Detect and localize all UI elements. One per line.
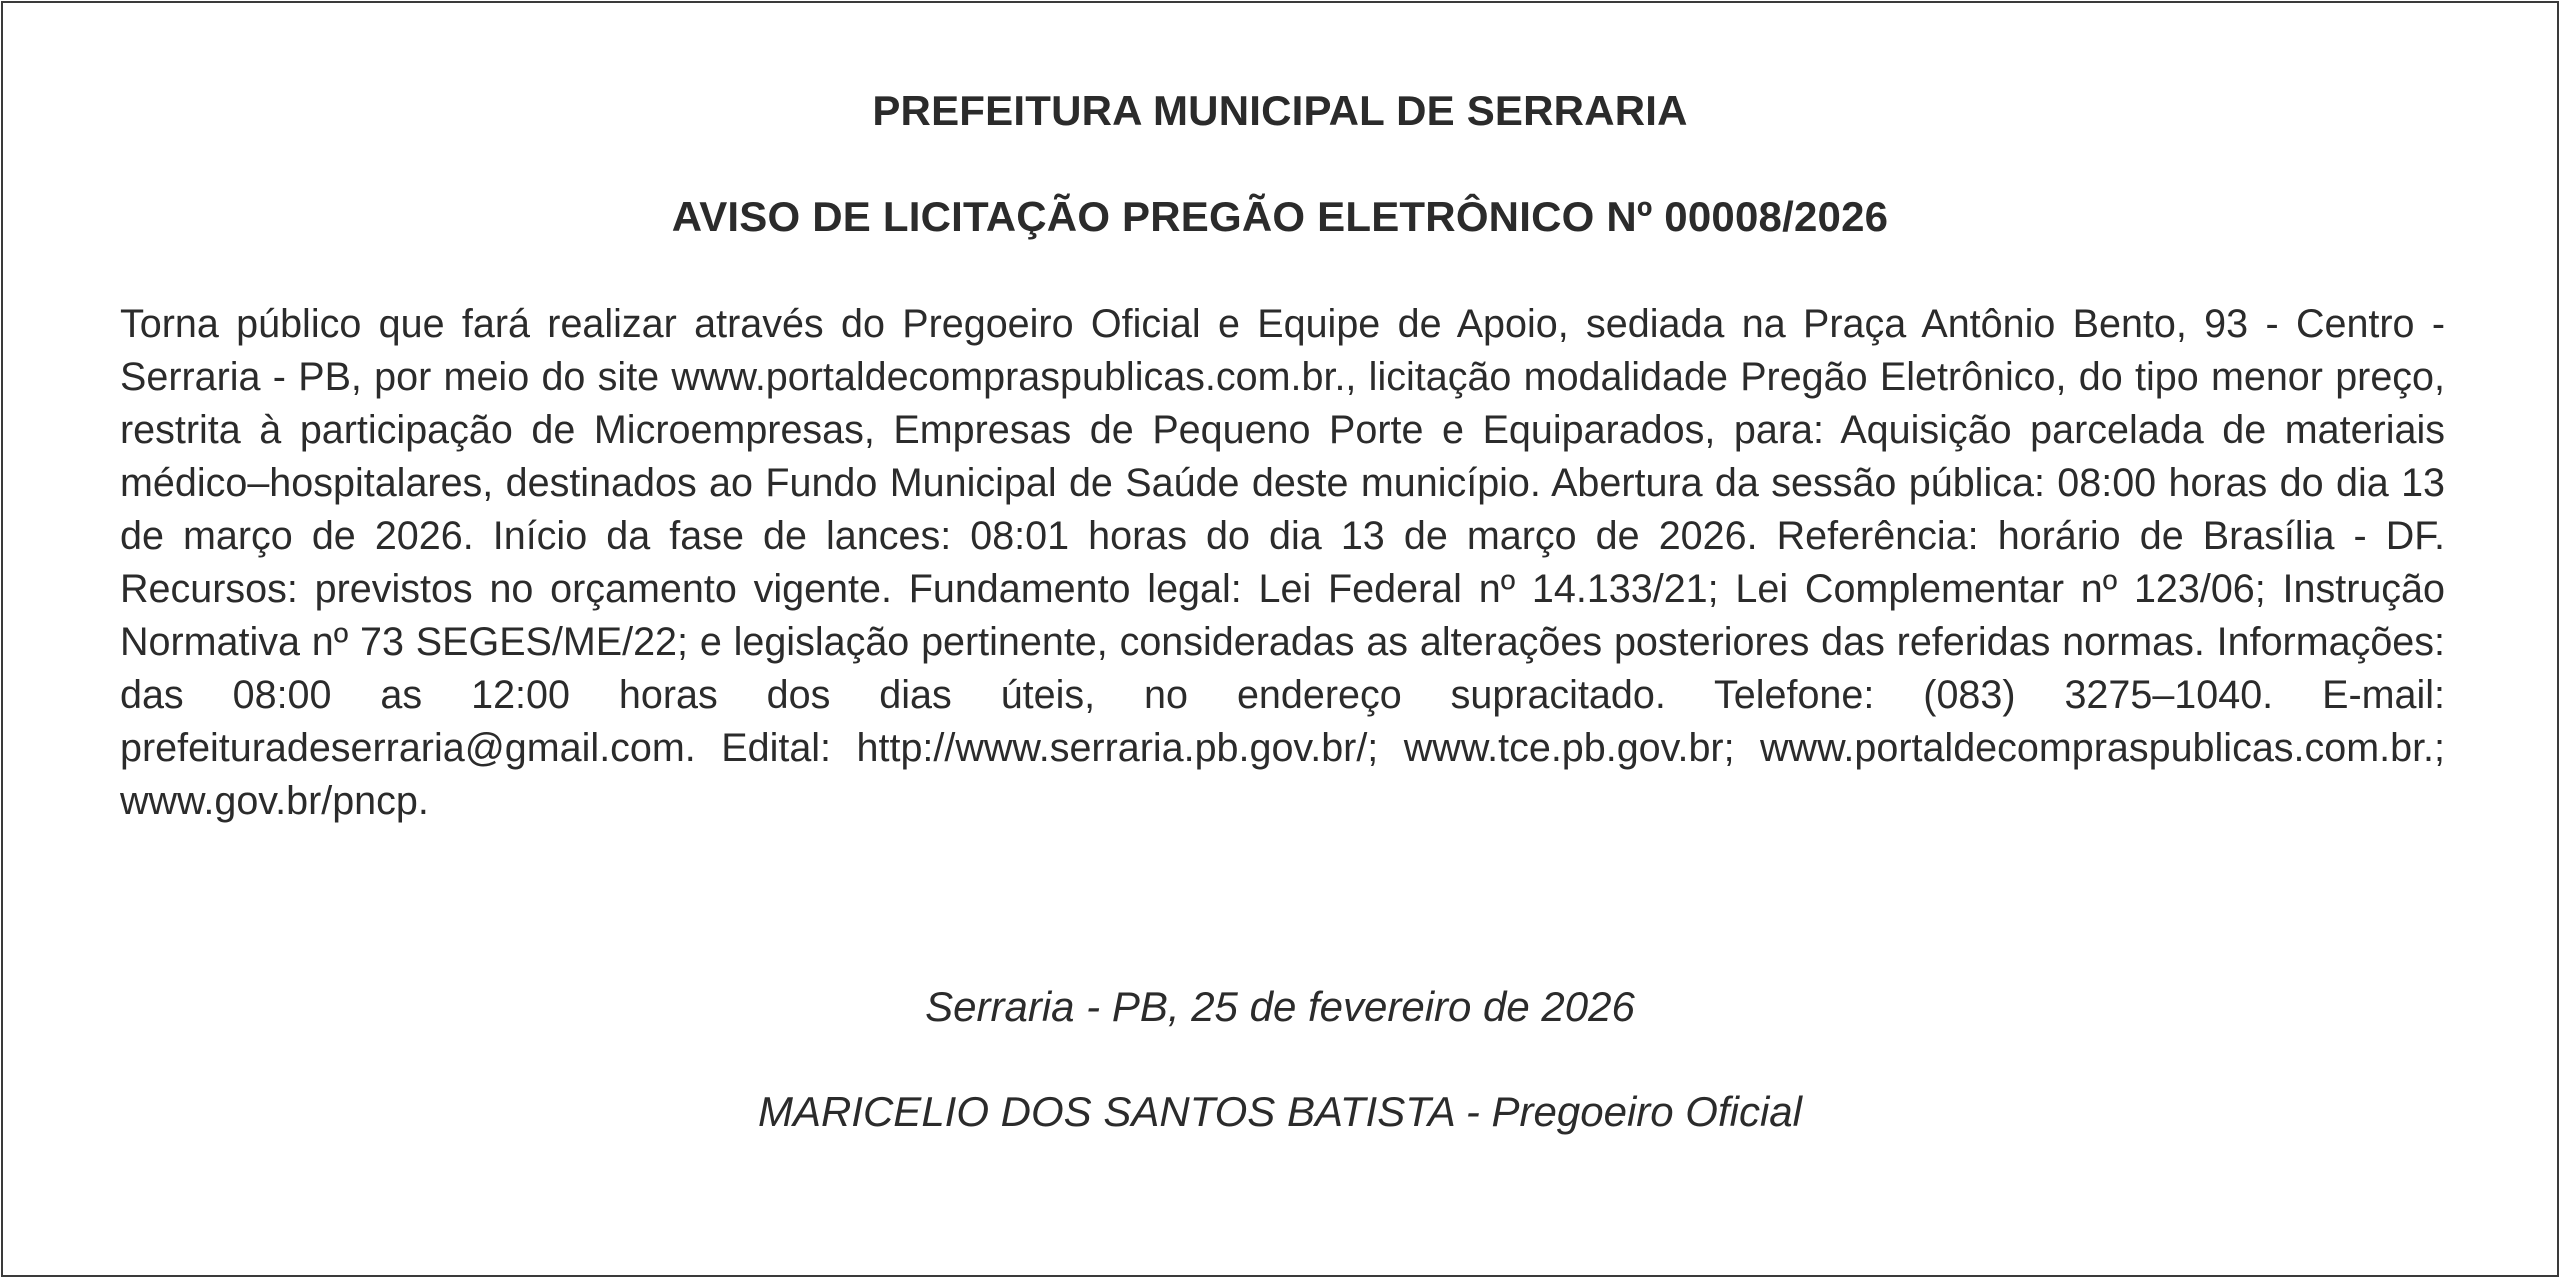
signatory-line: MARICELIO DOS SANTOS BATISTA - Pregoeiro Oficial [757, 1088, 1803, 1135]
notice-frame [1, 1, 2559, 1277]
notice-title: AVISO DE LICITAÇÃO PREGÃO ELETRÔNICO Nº 00008/2026 [671, 193, 1889, 240]
place-and-date: Serraria - PB, 25 de fevereiro de 2026 [925, 983, 1635, 1030]
notice-body: Torna público que fará realizar através do Pregoeiro Oficial e Equipe de Apoio, sediada na Praça Antônio Bento, 93 - Centro - Serraria - PB, por meio do site www.portaldecompraspublicas.com.br., licitação modalidade Pregão Eletrônico, do tipo menor preço, restrita à participação de Microempresas, Empresas de Pequeno Porte e Equiparados, para: Aquisição parcelada de materiais médico–hospitalares, destinados ao Fundo Municipal de Saúde deste município. Abertura da sessão pública: 08:00 horas do dia 13 de março de 2026. Início da fase de lances: 08:01 horas do dia 13 de março de 2026. Referência: horário de Brasília - DF. Recursos: previstos no orçamento vigente. Fundamento legal: Lei Federal nº 14.133/21; Lei Complementar nº 123/06; Instrução Normativa nº 73 SEGES/ME/22; e legislação pertinente, consideradas as alterações posteriores das referidas normas. Informações: das 08:00 as 12:00 horas dos dias úteis, no endereço supracitado. Telefone: (083) 3275–1040. E-mail: prefeituradeserraria@gmail.com. Edital: http://www.serraria.pb.gov.br/; www.tce.pb.gov.br; www.portaldecompraspublicas.com.br.; www.gov.br/pncp. [120, 302, 2445, 823]
organization-heading: PREFEITURA MUNICIPAL DE SERRARIA [872, 87, 1688, 134]
